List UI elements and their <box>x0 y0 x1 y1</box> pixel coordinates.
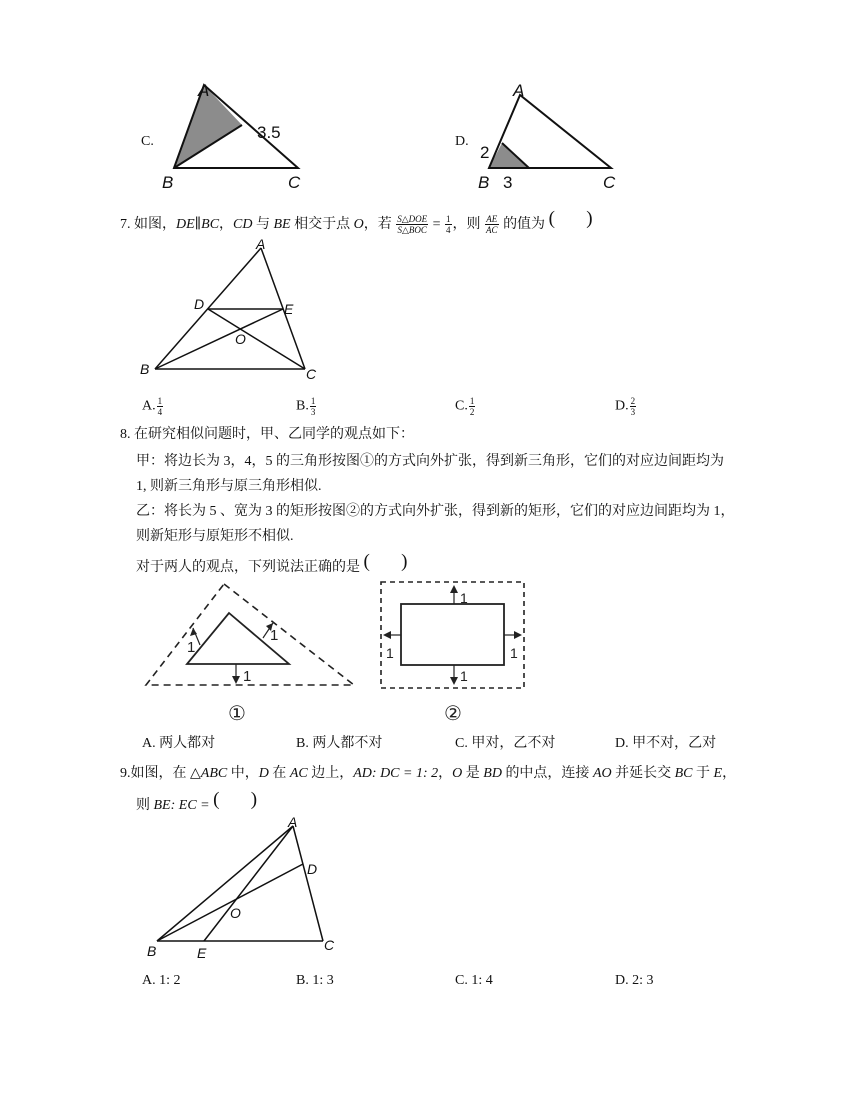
segment-cd <box>208 309 305 369</box>
yi-viewpoint-line1: 乙：将长为 5 、宽为 3 的矩形按图②的方式向外扩张，得到新的矩形，它们的对应边间距均为 1， <box>136 504 735 519</box>
figure-q6-option-c <box>160 80 310 195</box>
distance-label-bottom: 1 <box>460 668 468 684</box>
q8-option-c[interactable]: C. 甲对，乙不对 <box>455 736 556 751</box>
length-label-2: 3 <box>503 173 513 192</box>
vertex-c-label: C <box>306 366 317 382</box>
stem-text: ，若 <box>363 217 396 232</box>
figure-caption-2: ② <box>444 703 462 725</box>
vertex-a-label: A <box>256 236 266 252</box>
figure-q6-option-d <box>473 80 633 195</box>
distance-label-left: 1 <box>187 639 196 656</box>
point-o: O <box>353 217 364 232</box>
segment-be <box>155 309 283 369</box>
vertex-a-label: A <box>288 814 298 830</box>
question-8-stem <box>120 426 414 444</box>
target-fraction: $\frac{AE}{AC}$ <box>486 214 498 236</box>
stem-text: ， <box>219 217 234 232</box>
segment-bc: BC <box>674 766 693 781</box>
point-d-label: D <box>194 296 205 312</box>
vertex-c-label: C <box>603 173 616 192</box>
parallel-symbol: ∥ <box>194 217 202 232</box>
ratio-ad-dc: AD: DC = 1: 2 <box>353 766 439 781</box>
point-e: E <box>713 766 723 781</box>
q7-option-a[interactable]: A. $\frac{1}{4}$ <box>142 396 163 417</box>
ratio-be-ec: BE: EC = <box>153 798 214 813</box>
figure-q8-1-triangle <box>140 578 365 723</box>
q8-option-b[interactable]: B. 两人都不对 <box>296 736 383 751</box>
stem-text: 与 <box>252 217 274 232</box>
stem-text: 如图， <box>134 217 176 232</box>
question-number: 8. <box>120 427 131 442</box>
distance-label-right: 1 <box>270 627 279 644</box>
stem-text: 相交于点 <box>290 217 354 232</box>
point-d: D <box>258 766 269 781</box>
option-c-label: C. <box>141 134 154 149</box>
yi-viewpoint-line2: 则新矩形与原矩形不相似. <box>136 529 294 544</box>
point-o: O <box>452 766 463 781</box>
point-o-label: O <box>230 905 241 921</box>
stem-text: 在研究相似问题时，甲、乙同学的观点如下： <box>134 427 414 442</box>
option-d-label: D. <box>455 134 469 149</box>
vertex-b-label: B <box>162 173 174 192</box>
question-number: 9. <box>120 766 131 781</box>
segment-be: BE <box>273 217 291 232</box>
question-7-stem <box>120 210 593 235</box>
stem-text: ，则 <box>452 217 485 232</box>
equals-sign: = <box>429 217 445 232</box>
segment-cd: CD <box>233 217 253 232</box>
length-label: 3.5 <box>257 123 281 142</box>
segment-ao: AO <box>592 766 612 781</box>
jia-viewpoint-line1: 甲：将边长为 3，4，5 的三角形按图①的方式向外扩张，得到新三角形，它们的对应边间距均为 <box>136 454 724 469</box>
segment-bc: BC <box>201 217 220 232</box>
inner-rectangle <box>401 604 504 665</box>
triangle-abc-name: ABC <box>200 766 228 781</box>
q9-option-b[interactable]: B. 1: 3 <box>296 973 334 988</box>
figure-q9 <box>145 814 345 964</box>
answer-blank[interactable]: ( ) <box>363 551 408 572</box>
area-ratio-fraction: $\frac{\text{S△DOE}}{\text{S△BOC}}$ <box>397 214 428 236</box>
vertex-b-label: B <box>478 173 490 192</box>
point-e-label: E <box>197 945 207 961</box>
vertex-a-label: A <box>198 81 210 100</box>
distance-label-bottom: 1 <box>243 668 252 685</box>
jia-viewpoint-line2: 1, 则新三角形与原三角形相似. <box>136 479 322 494</box>
answer-blank[interactable]: ( ) <box>213 789 258 810</box>
stem-text: 的值为 <box>499 217 546 232</box>
q8-question: 对于两人的观点，下列说法正确的是 ( ) <box>136 551 408 575</box>
side-ac <box>293 826 323 941</box>
q8-option-a[interactable]: A. 两人都对 <box>142 736 216 751</box>
vertex-c-label: C <box>324 937 335 953</box>
vertex-c-label: C <box>288 173 301 192</box>
segment-bd: BD <box>483 766 502 781</box>
distance-label-right: 1 <box>510 645 518 661</box>
side-ab <box>157 826 293 941</box>
segment-ae <box>204 826 293 941</box>
q7-option-c[interactable]: C. $\frac{1}{2}$ <box>455 396 475 417</box>
distance-label-top: 1 <box>460 590 468 606</box>
q7-option-b[interactable]: B. $\frac{1}{3}$ <box>296 396 316 417</box>
question-9-stem-line2: 则 BE: EC = ( ) <box>136 789 258 813</box>
q8-option-d[interactable]: D. 甲不对，乙对 <box>615 736 717 751</box>
distance-label-left: 1 <box>386 645 394 661</box>
figure-caption-1: ① <box>228 703 246 725</box>
q9-option-c[interactable]: C. 1: 4 <box>455 973 493 988</box>
question-9-stem-line1: 9.如图，在 △ABC 中，D 在 AC 边上，AD: DC = 1: 2，O 是 BD 的中点，连接 AO 并延长交 BC 于 E， <box>120 766 737 781</box>
point-o-label: O <box>235 331 246 347</box>
vertex-a-label: A <box>513 81 525 100</box>
length-label-1: 2 <box>480 143 490 162</box>
point-e-label: E <box>284 301 294 317</box>
figure-q8-2-rectangle <box>378 578 530 723</box>
q9-option-d[interactable]: D. 2: 3 <box>615 973 654 988</box>
segment-bd <box>157 864 303 941</box>
ratio-value-fraction: $\frac{1}{4}$ <box>446 214 451 236</box>
segment-ac: AC <box>289 766 308 781</box>
q9-option-a[interactable]: A. 1: 2 <box>142 973 181 988</box>
question-number: 7. <box>120 217 131 232</box>
vertex-b-label: B <box>140 361 150 377</box>
point-d-label: D <box>307 861 318 877</box>
segment-de: DE <box>176 217 195 232</box>
vertex-b-label: B <box>147 943 157 959</box>
outer-dashed-rectangle <box>381 582 524 688</box>
answer-blank[interactable]: ( ) <box>548 208 593 229</box>
figure-q7 <box>138 236 328 384</box>
q7-option-d[interactable]: D. $\frac{2}{3}$ <box>615 396 636 417</box>
